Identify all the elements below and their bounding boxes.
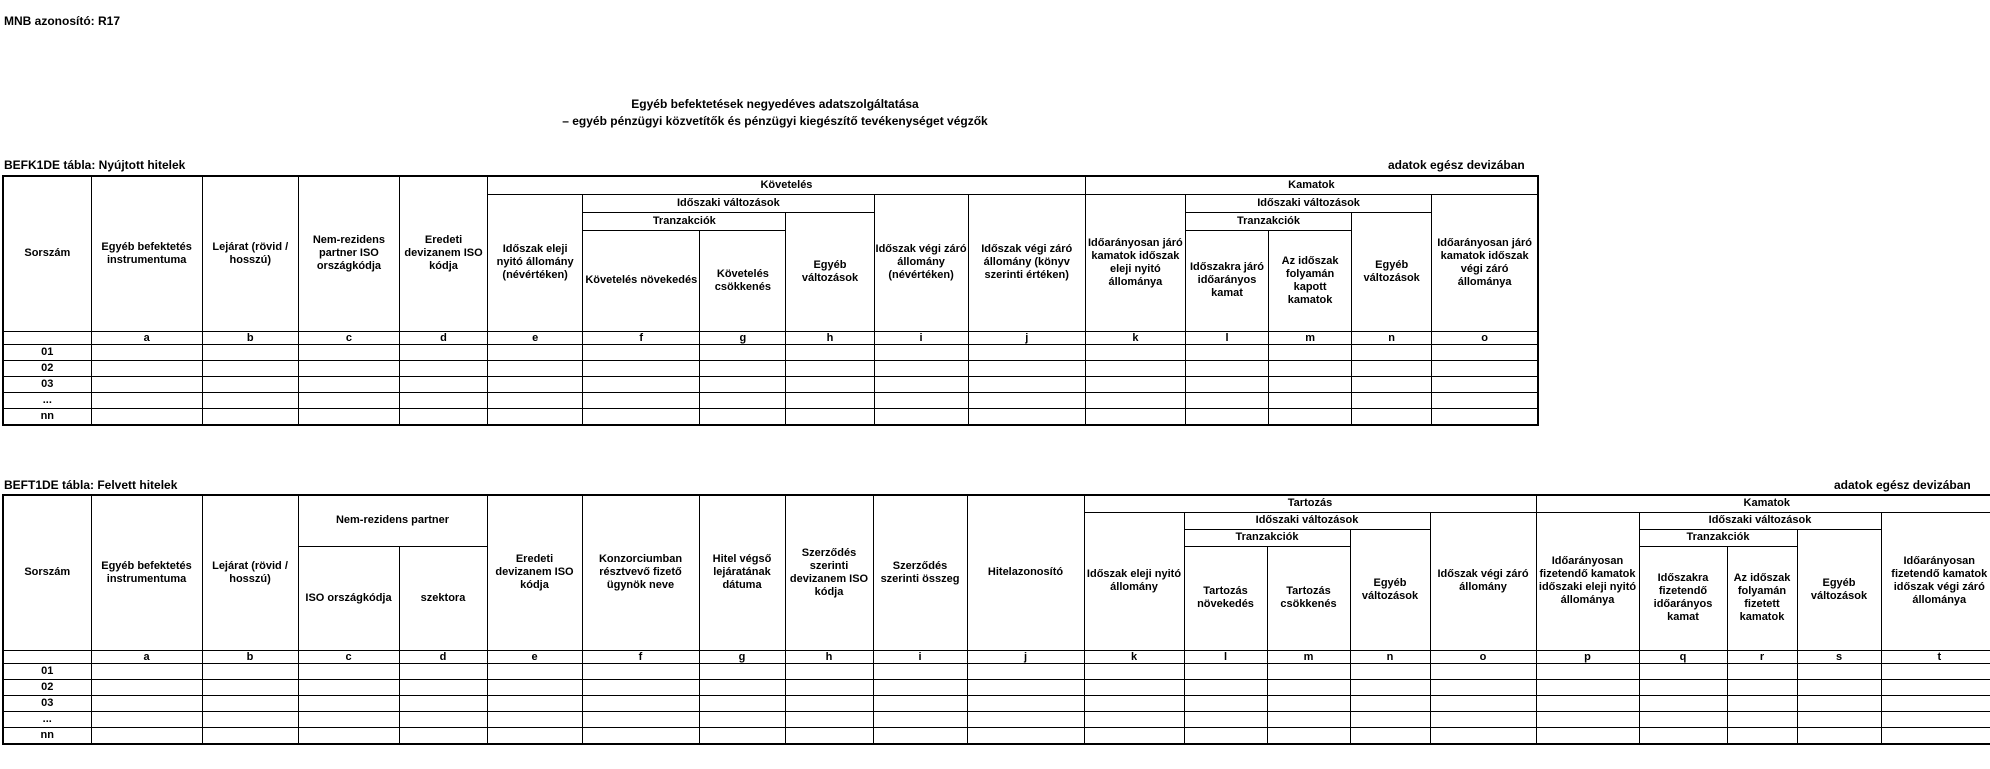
- data-cell[interactable]: [785, 711, 873, 727]
- letter-cell: i: [873, 650, 967, 663]
- col-header-konzorcium: Konzorciumban résztvevő fizető ügynök neve: [582, 495, 699, 650]
- col-header-lejarat: Lejárat (rövid / hosszú): [202, 495, 298, 650]
- data-cell[interactable]: [582, 663, 699, 679]
- col-header-eredeti-devizanem: Eredeti devizanem ISO kódja: [399, 176, 487, 331]
- data-cell[interactable]: [298, 695, 399, 711]
- letter-cell: n: [1352, 331, 1432, 344]
- data-cell[interactable]: [298, 727, 399, 744]
- data-cell[interactable]: [1727, 695, 1797, 711]
- data-cell[interactable]: [1727, 727, 1797, 744]
- data-cell[interactable]: [298, 711, 399, 727]
- data-cell[interactable]: [1639, 695, 1727, 711]
- data-cell[interactable]: [202, 392, 298, 408]
- mnb-identifier: MNB azonosító: R17: [4, 14, 121, 28]
- data-cell[interactable]: [1350, 663, 1430, 679]
- data-cell[interactable]: [968, 344, 1085, 360]
- row-number: 02: [3, 679, 91, 695]
- col-header-kamat-zaro: Időarányosan fizetendő kamatok időszak végi záró állománya: [1881, 512, 1990, 650]
- letter-cell: h: [785, 650, 873, 663]
- table2-unit: adatok egész devizában: [1834, 478, 1971, 492]
- letter-cell: g: [699, 650, 785, 663]
- data-cell[interactable]: [488, 392, 583, 408]
- data-cell[interactable]: [91, 679, 202, 695]
- data-cell[interactable]: [1352, 344, 1432, 360]
- data-cell[interactable]: [399, 711, 487, 727]
- data-cell[interactable]: [488, 344, 583, 360]
- letter-cell: t: [1881, 650, 1990, 663]
- data-cell[interactable]: [399, 663, 487, 679]
- data-cell[interactable]: [1639, 679, 1727, 695]
- data-cell[interactable]: [202, 695, 298, 711]
- data-cell[interactable]: [582, 695, 699, 711]
- data-cell[interactable]: [786, 360, 874, 376]
- data-cell[interactable]: [487, 695, 582, 711]
- data-cell[interactable]: [1797, 727, 1881, 744]
- data-cell[interactable]: [700, 360, 786, 376]
- data-cell[interactable]: [1184, 663, 1267, 679]
- data-cell[interactable]: [202, 344, 298, 360]
- data-cell[interactable]: [1536, 663, 1639, 679]
- col-header-szerzodes-osszeg: Szerződés szerinti összeg: [873, 495, 967, 650]
- data-cell[interactable]: [1085, 408, 1185, 425]
- letter-cell: d: [399, 331, 487, 344]
- col-header-szektora: szektora: [399, 546, 487, 650]
- data-cell[interactable]: [399, 695, 487, 711]
- data-cell[interactable]: [1184, 727, 1267, 744]
- group-header-kamatok: Kamatok: [1085, 176, 1538, 194]
- data-cell[interactable]: [487, 727, 582, 744]
- table1-name: BEFK1DE tábla: Nyújtott hitelek: [4, 158, 186, 172]
- row-number: nn: [3, 727, 91, 744]
- data-cell[interactable]: [1269, 360, 1352, 376]
- data-cell[interactable]: [700, 408, 786, 425]
- data-cell[interactable]: [785, 663, 873, 679]
- data-cell[interactable]: [786, 408, 874, 425]
- data-cell[interactable]: [700, 344, 786, 360]
- data-cell[interactable]: [699, 711, 785, 727]
- data-cell[interactable]: [399, 408, 487, 425]
- table-row: [3, 344, 1538, 360]
- table-row: [3, 408, 1538, 425]
- letter-cell: c: [298, 331, 399, 344]
- col-header-zaro-nevertek: Időszak végi záró állomány (névértéken): [874, 194, 968, 331]
- data-cell[interactable]: [488, 408, 583, 425]
- letter-cell: f: [583, 331, 700, 344]
- data-cell[interactable]: [873, 679, 967, 695]
- data-cell[interactable]: [91, 695, 202, 711]
- data-cell[interactable]: [1184, 679, 1267, 695]
- data-cell[interactable]: [1639, 727, 1727, 744]
- letter-cell: b: [202, 650, 298, 663]
- data-cell[interactable]: [582, 727, 699, 744]
- data-cell[interactable]: [1269, 408, 1352, 425]
- group-header-idoszaki-valtozasok-kamat: Időszaki változások: [1639, 512, 1881, 529]
- col-header-tartozas-novekedes: Tartozás növekedés: [1184, 546, 1267, 650]
- data-cell[interactable]: [1430, 663, 1536, 679]
- data-cell[interactable]: [298, 376, 399, 392]
- data-cell[interactable]: [488, 360, 583, 376]
- data-cell[interactable]: [874, 408, 968, 425]
- letter-cell: f: [582, 650, 699, 663]
- col-header-kamat-nyito: Időarányosan járó kamatok időszak eleji nyitó állománya: [1085, 194, 1185, 331]
- data-cell[interactable]: [399, 344, 487, 360]
- col-header-nemrezidens: Nem-rezidens partner ISO országkódja: [298, 176, 399, 331]
- col-header-egyeb-valtozasok: Egyéb változások: [786, 212, 874, 331]
- data-cell[interactable]: [1432, 344, 1538, 360]
- data-cell[interactable]: [1797, 663, 1881, 679]
- letter-cell: e: [487, 650, 582, 663]
- data-cell[interactable]: [399, 376, 487, 392]
- col-header-egyeb-valtozasok-kamat: Egyéb változások: [1797, 529, 1881, 650]
- group-header-tranzakciok: Tranzakciók: [1184, 529, 1350, 546]
- data-cell[interactable]: [1084, 695, 1184, 711]
- table-row: [3, 727, 1990, 744]
- table-row: [3, 392, 1538, 408]
- data-cell[interactable]: [1536, 711, 1639, 727]
- row-number: nn: [3, 408, 91, 425]
- data-cell[interactable]: [1084, 663, 1184, 679]
- data-cell[interactable]: [399, 392, 487, 408]
- row-number: ...: [3, 392, 91, 408]
- col-header-egyeb-valtozasok: Egyéb változások: [1350, 529, 1430, 650]
- data-cell[interactable]: [487, 679, 582, 695]
- letter-cell: c: [298, 650, 399, 663]
- data-cell[interactable]: [202, 408, 298, 425]
- data-cell[interactable]: [1267, 695, 1350, 711]
- data-cell[interactable]: [1085, 392, 1185, 408]
- letter-cell: l: [1184, 650, 1267, 663]
- letter-cell: i: [874, 331, 968, 344]
- table-row: [3, 663, 1990, 679]
- letter-cell: s: [1797, 650, 1881, 663]
- data-cell[interactable]: [1536, 695, 1639, 711]
- data-cell[interactable]: [1269, 376, 1352, 392]
- data-cell[interactable]: [1727, 679, 1797, 695]
- row-number: 01: [3, 344, 91, 360]
- data-cell[interactable]: [1727, 663, 1797, 679]
- letter-cell: a: [91, 331, 202, 344]
- letter-cell: j: [968, 331, 1085, 344]
- data-cell[interactable]: [700, 376, 786, 392]
- letter-cell: e: [488, 331, 583, 344]
- data-cell[interactable]: [202, 727, 298, 744]
- data-cell[interactable]: [1084, 711, 1184, 727]
- data-cell[interactable]: [1350, 727, 1430, 744]
- col-header-koveteles-novekedes: Követelés növekedés: [583, 230, 700, 331]
- data-cell[interactable]: [91, 727, 202, 744]
- data-cell[interactable]: [700, 392, 786, 408]
- data-cell[interactable]: [298, 663, 399, 679]
- col-header-hitelazonosito: Hitelazonosító: [967, 495, 1084, 650]
- group-header-nemrezidens-partner: Nem-rezidens partner: [298, 495, 487, 546]
- data-cell[interactable]: [873, 695, 967, 711]
- letter-cell: o: [1432, 331, 1538, 344]
- data-cell[interactable]: [1430, 727, 1536, 744]
- data-cell[interactable]: [202, 679, 298, 695]
- data-cell[interactable]: [91, 392, 202, 408]
- data-cell[interactable]: [967, 711, 1084, 727]
- data-cell[interactable]: [582, 679, 699, 695]
- group-header-tranzakciok-kamat: Tranzakciók: [1185, 212, 1351, 230]
- data-cell[interactable]: [488, 376, 583, 392]
- data-cell[interactable]: [1881, 679, 1990, 695]
- data-cell[interactable]: [785, 695, 873, 711]
- letter-cell: r: [1727, 650, 1797, 663]
- col-header-eredeti-devizanem: Eredeti devizanem ISO kódja: [487, 495, 582, 650]
- data-cell[interactable]: [91, 663, 202, 679]
- table-beft1de: [2, 494, 1990, 745]
- col-header-sorszam: Sorszám: [3, 495, 91, 650]
- data-cell[interactable]: [1430, 711, 1536, 727]
- col-header-nyito: Időszak eleji nyitó állomány (névértéken): [488, 194, 583, 331]
- data-cell[interactable]: [583, 344, 700, 360]
- data-cell[interactable]: [1084, 727, 1184, 744]
- data-cell[interactable]: [1881, 695, 1990, 711]
- data-cell[interactable]: [202, 376, 298, 392]
- data-cell[interactable]: [968, 376, 1085, 392]
- group-header-tranzakciok: Tranzakciók: [583, 212, 786, 230]
- data-cell[interactable]: [1430, 695, 1536, 711]
- data-cell[interactable]: [1085, 360, 1185, 376]
- table-row: [3, 360, 1538, 376]
- letter-cell: m: [1269, 331, 1352, 344]
- data-cell[interactable]: [1185, 376, 1268, 392]
- data-cell[interactable]: [873, 711, 967, 727]
- row-number: ...: [3, 711, 91, 727]
- data-cell[interactable]: [1269, 392, 1352, 408]
- data-cell[interactable]: [874, 392, 968, 408]
- data-cell[interactable]: [1432, 360, 1538, 376]
- data-cell[interactable]: [399, 360, 487, 376]
- data-cell[interactable]: [1267, 679, 1350, 695]
- data-cell[interactable]: [583, 392, 700, 408]
- letter-cell: b: [202, 331, 298, 344]
- group-header-idoszaki-valtozasok-kamat: Időszaki változások: [1185, 194, 1431, 212]
- report-title-line-2: – egyéb pénzügyi közvetítők és pénzügyi kiegészítő tevékenységet végzők: [562, 114, 988, 128]
- data-cell[interactable]: [967, 679, 1084, 695]
- data-cell[interactable]: [1184, 711, 1267, 727]
- letter-cell: q: [1639, 650, 1727, 663]
- data-cell[interactable]: [967, 663, 1084, 679]
- letter-cell: j: [967, 650, 1084, 663]
- data-cell[interactable]: [699, 663, 785, 679]
- col-header-idoszakra-jaro-kamat: Időszakra járó időarányos kamat: [1185, 230, 1268, 331]
- data-cell[interactable]: [583, 360, 700, 376]
- data-cell[interactable]: [967, 695, 1084, 711]
- data-cell[interactable]: [91, 408, 202, 425]
- data-cell[interactable]: [1267, 711, 1350, 727]
- data-cell[interactable]: [1536, 679, 1639, 695]
- letter-cell: p: [1536, 650, 1639, 663]
- data-cell[interactable]: [1639, 711, 1727, 727]
- data-cell[interactable]: [583, 376, 700, 392]
- data-cell[interactable]: [298, 679, 399, 695]
- data-cell[interactable]: [786, 392, 874, 408]
- data-cell[interactable]: [967, 727, 1084, 744]
- group-header-tartozas: Tartozás: [1084, 495, 1536, 512]
- col-header-hitel-vegso-lejarat: Hitel végső lejáratának dátuma: [699, 495, 785, 650]
- data-cell[interactable]: [1085, 344, 1185, 360]
- data-cell[interactable]: [968, 392, 1085, 408]
- col-header-kapott-kamatok: Az időszak folyamán kapott kamatok: [1269, 230, 1352, 331]
- data-cell[interactable]: [873, 663, 967, 679]
- table-row: [3, 679, 1990, 695]
- row-number: 03: [3, 376, 91, 392]
- col-header-szerzodes-devizanem: Szerződés szerinti devizanem ISO kódja: [785, 495, 873, 650]
- table-befk1de: [2, 175, 1539, 426]
- group-header-koveteles: Követelés: [488, 176, 1086, 194]
- report-title-line-1: Egyéb befektetések negyedéves adatszolgáltatása: [631, 97, 919, 111]
- group-header-tranzakciok-kamat: Tranzakciók: [1639, 529, 1797, 546]
- letter-cell: o: [1430, 650, 1536, 663]
- data-cell[interactable]: [1352, 376, 1432, 392]
- data-cell[interactable]: [399, 679, 487, 695]
- data-cell[interactable]: [1797, 695, 1881, 711]
- data-cell[interactable]: [874, 344, 968, 360]
- data-cell[interactable]: [874, 360, 968, 376]
- col-header-lejarat: Lejárat (rövid / hosszú): [202, 176, 298, 331]
- data-cell[interactable]: [785, 679, 873, 695]
- data-cell[interactable]: [785, 727, 873, 744]
- group-header-kamatok: Kamatok: [1536, 495, 1990, 512]
- data-cell[interactable]: [298, 392, 399, 408]
- data-cell[interactable]: [786, 344, 874, 360]
- data-cell[interactable]: [1085, 376, 1185, 392]
- data-cell[interactable]: [1185, 408, 1268, 425]
- data-cell[interactable]: [1084, 679, 1184, 695]
- data-cell[interactable]: [1350, 695, 1430, 711]
- data-cell[interactable]: [874, 376, 968, 392]
- col-header-kamat-nyito: Időarányosan fizetendő kamatok időszaki eleji nyitó állománya: [1536, 512, 1639, 650]
- group-header-idoszaki-valtozasok: Időszaki változások: [583, 194, 874, 212]
- data-cell[interactable]: [91, 376, 202, 392]
- letter-cell: l: [1185, 331, 1268, 344]
- data-cell[interactable]: [699, 679, 785, 695]
- letter-cell: k: [1085, 331, 1185, 344]
- col-header-egyeb-instrumentum: Egyéb befektetés instrumentuma: [91, 495, 202, 650]
- data-cell[interactable]: [487, 711, 582, 727]
- col-header-egyeb-instrumentum: Egyéb befektetés instrumentuma: [91, 176, 202, 331]
- data-cell[interactable]: [1536, 727, 1639, 744]
- data-cell[interactable]: [583, 408, 700, 425]
- data-cell[interactable]: [1639, 663, 1727, 679]
- row-number: 03: [3, 695, 91, 711]
- table-row: [3, 711, 1990, 727]
- data-cell[interactable]: [1185, 344, 1268, 360]
- row-number: 01: [3, 663, 91, 679]
- data-cell[interactable]: [1797, 711, 1881, 727]
- data-cell[interactable]: [1267, 663, 1350, 679]
- data-cell[interactable]: [1430, 679, 1536, 695]
- data-cell[interactable]: [1350, 679, 1430, 695]
- letter-cell: g: [700, 331, 786, 344]
- table-row: [3, 376, 1538, 392]
- data-cell[interactable]: [786, 376, 874, 392]
- data-cell[interactable]: [582, 711, 699, 727]
- data-cell[interactable]: [399, 727, 487, 744]
- data-cell[interactable]: [1185, 392, 1268, 408]
- col-header-zaro: Időszak végi záró állomány: [1430, 512, 1536, 650]
- data-cell[interactable]: [1269, 344, 1352, 360]
- col-header-zaro-konyv: Időszak végi záró állomány (könyv szerinti értéken): [968, 194, 1085, 331]
- col-header-idoszakra-fizetendo-kamat: Időszakra fizetendő időarányos kamat: [1639, 546, 1727, 650]
- row-number: 02: [3, 360, 91, 376]
- data-cell[interactable]: [202, 663, 298, 679]
- data-cell[interactable]: [1881, 663, 1990, 679]
- data-cell[interactable]: [699, 695, 785, 711]
- group-header-idoszaki-valtozasok: Időszaki változások: [1184, 512, 1430, 529]
- data-cell[interactable]: [1350, 711, 1430, 727]
- letter-cell: m: [1267, 650, 1350, 663]
- letter-cell: [3, 331, 91, 344]
- data-cell[interactable]: [1185, 360, 1268, 376]
- data-cell[interactable]: [487, 663, 582, 679]
- data-cell[interactable]: [298, 360, 399, 376]
- data-cell[interactable]: [202, 360, 298, 376]
- letter-cell: a: [91, 650, 202, 663]
- data-cell[interactable]: [1352, 408, 1432, 425]
- col-header-kamat-zaro: Időarányosan járó kamatok időszak végi záró állománya: [1432, 194, 1538, 331]
- data-cell[interactable]: [1267, 727, 1350, 744]
- data-cell[interactable]: [298, 408, 399, 425]
- col-header-sorszam: Sorszám: [3, 176, 91, 331]
- data-cell[interactable]: [1797, 679, 1881, 695]
- col-header-iso-orszagkod: ISO országkódja: [298, 546, 399, 650]
- col-header-koveteles-csokkenes: Követelés csökkenés: [700, 230, 786, 331]
- data-cell[interactable]: [202, 711, 298, 727]
- data-cell[interactable]: [1727, 711, 1797, 727]
- data-cell[interactable]: [91, 711, 202, 727]
- col-header-nyito: Időszak eleji nyitó állomány: [1084, 512, 1184, 650]
- letter-cell: h: [786, 331, 874, 344]
- data-cell[interactable]: [298, 344, 399, 360]
- table-row: [3, 695, 1990, 711]
- data-cell[interactable]: [1881, 711, 1990, 727]
- data-cell[interactable]: [1352, 360, 1432, 376]
- col-header-tartozas-csokkenes: Tartozás csökkenés: [1267, 546, 1350, 650]
- data-cell[interactable]: [91, 344, 202, 360]
- data-cell[interactable]: [1184, 695, 1267, 711]
- data-cell[interactable]: [1432, 376, 1538, 392]
- table1-unit: adatok egész devizában: [1388, 158, 1525, 172]
- data-cell[interactable]: [1432, 408, 1538, 425]
- data-cell[interactable]: [91, 360, 202, 376]
- letter-cell: [3, 650, 91, 663]
- data-cell[interactable]: [1352, 392, 1432, 408]
- letter-cell: k: [1084, 650, 1184, 663]
- table2-name: BEFT1DE tábla: Felvett hitelek: [4, 478, 178, 492]
- data-cell[interactable]: [968, 408, 1085, 425]
- data-cell[interactable]: [1881, 727, 1990, 744]
- data-cell[interactable]: [699, 727, 785, 744]
- data-cell[interactable]: [1432, 392, 1538, 408]
- col-header-egyeb-valtozasok-kamat: Egyéb változások: [1352, 212, 1432, 331]
- letter-cell: n: [1350, 650, 1430, 663]
- report-title: [0, 96, 1550, 130]
- col-header-fizetett-kamatok: Az időszak folyamán fizetett kamatok: [1727, 546, 1797, 650]
- letter-cell: d: [399, 650, 487, 663]
- data-cell[interactable]: [968, 360, 1085, 376]
- data-cell[interactable]: [873, 727, 967, 744]
